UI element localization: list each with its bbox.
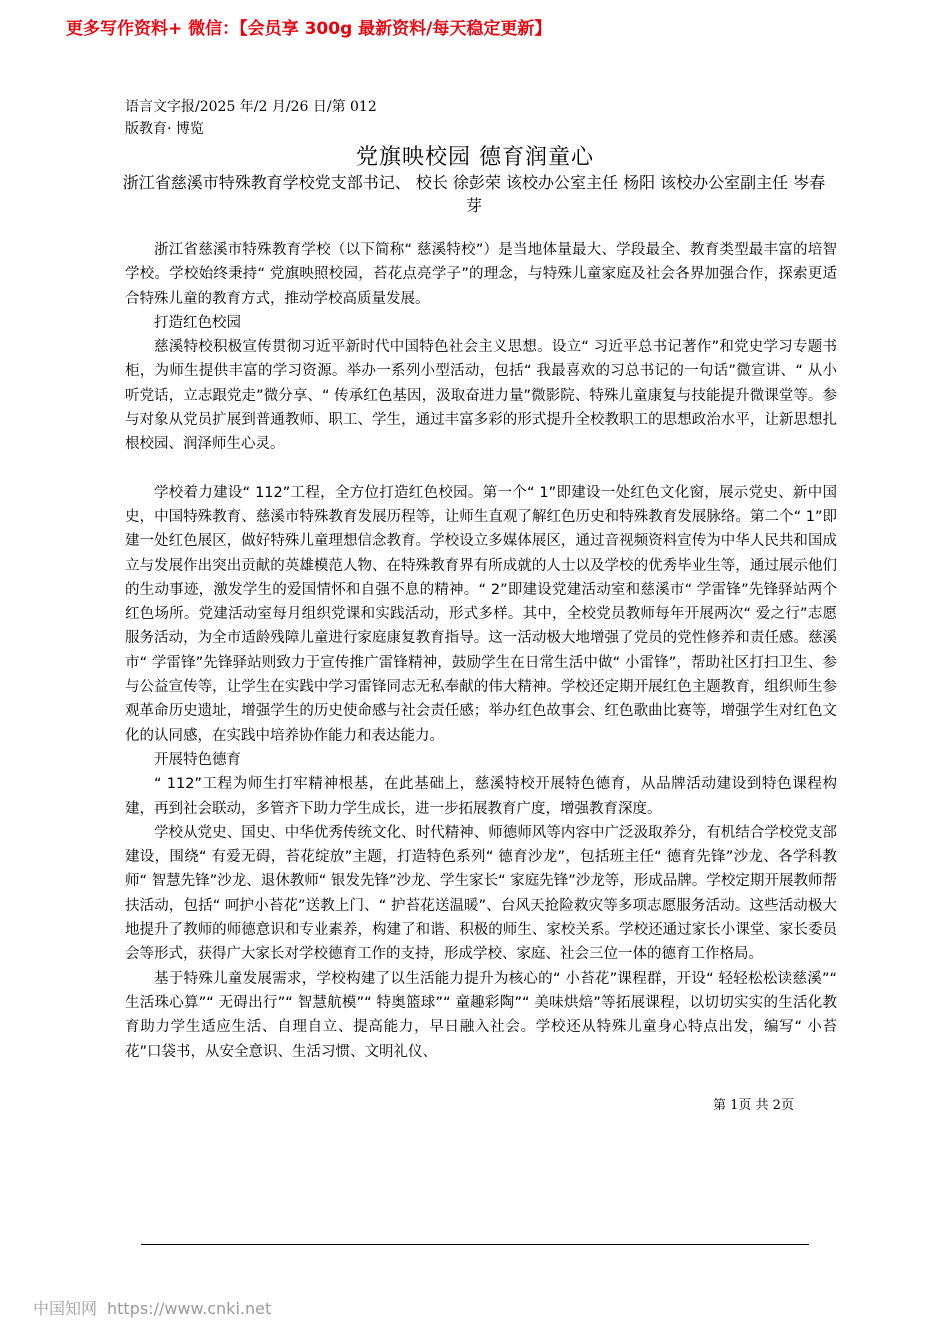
article-title: 党旗映校园 德育润童心 — [356, 145, 594, 170]
cnki-url: https://www.cnki.net — [107, 1299, 272, 1318]
paragraph: 基于特殊儿童发展需求，学校构建了以生活能力提升为核心的“ 小苔花”课程群，开设“ 轻轻松松读慈溪”“ 生活珠心算”“ 无碍出行”“ 智慧航模”“ 特奥篮球”“ 童趣彩陶”“ 美味烘焙”等拓展课程，以切切实实的生活化教育助力学生适应生活、自理自立、提高能力，早日融入社会。学校还从特殊儿童身心特点出发，编写“ 小苔花”口袋书，从安全意识、生活习惯、文明礼仪、 — [125, 970, 837, 1060]
page-number: 第 1页 共 2页 — [713, 1098, 794, 1113]
section-heading: 打造红色校园 — [154, 314, 241, 331]
article-author: 浙江省慈溪市特殊教育学校党支部书记、 校长 徐彭荣 该校办公室主任 杨阳 该校办公室副主任 岑春芽 — [122, 173, 826, 215]
paragraph: “ 112”工程为师生打牢精神根基，在此基础上，慈溪特校开展特色德育，从品牌活动建设到特色课程构建，再到社会联动，多管齐下助力学生成长，进一步拓展教育广度，增强教育深度。 — [125, 776, 837, 817]
source-line: 语言文字报/2025 年/2 月/26 日/第 012 — [125, 99, 377, 115]
promo-banner: 更多写作资料+ 微信：【会员享 300g 最新资料/每天稳定更新】 — [66, 19, 552, 39]
article-body — [125, 238, 837, 1064]
section-line: 版教育· 博览 — [125, 121, 204, 137]
cnki-watermark — [33, 1296, 271, 1319]
paragraph: 浙江省慈溪市特殊教育学校（以下简称“ 慈溪特校”）是当地体量最大、学段最全、教育类型最丰富的培智学校。学校始终秉持“ 党旗映照校园，苔花点亮学子”的理念，与特殊儿童家庭及社会各界加强合作，探索更适合特殊儿童的教育方式，推动学校高质量发展。 — [125, 242, 837, 307]
paragraph: 学校从党史、国史、中华优秀传统文化、时代精神、师德师风等内容中广泛汲取养分，有机结合学校党支部建设，围绕“ 有爱无碍，苔花绽放”主题，打造特色系列“ 德育沙龙”，包括班主任“ 德育先锋”沙龙、各学科教师“ 智慧先锋”沙龙、退休教师“ 银发先锋”沙龙、学生家长“ 家庭先锋”沙龙等，形成品牌。学校定期开展教师帮扶活动，包括“ 呵护小苔花”送教上门、“ 护苔花送温暖”、台风天抢险救灾等多项志愿服务活动。这些活动极大地提升了教师的师德意识和专业素养，构建了和谐、积极的师生、家校关系。学校还通过家长小课堂、家长委员会等形式，获得广大家长对学校德育工作的支持，形成学校、家庭、社会三位一体的德育工作格局。 — [125, 824, 837, 963]
section-heading: 开展特色德育 — [154, 751, 241, 768]
cnki-name: 中国知网 — [33, 1299, 98, 1318]
paragraph: 慈溪特校积极宣传贯彻习近平新时代中国特色社会主义思想。设立“ 习近平总书记著作”和党史学习专题书柜，为师生提供丰富的学习资源。举办一系列小型活动，包括“ 我最喜欢的习总书记的一句话”微宣讲、“ 从小听党话，立志跟党走”微分享、“ 传承红色基因，汲取奋进力量”微影院、特殊儿童康复与技能提升微课堂等。参与对象从党员扩展到普通教师、职工、学生，通过丰富多彩的形式提升全校教职工的思想政治水平，让新思想扎根校园、润泽师生心灵。 — [125, 339, 837, 453]
paragraph: 学校着力建设“ 112”工程，全方位打造红色校园。第一个“ 1”即建设一处红色文化窗，展示党史、新中国史，中国特殊教育、慈溪市特殊教育发展历程等，让师生直观了解红色历史和特殊教育发展脉络。第二个“ 1”即建一处红色展区，做好特殊儿童理想信念教育。学校设立多媒体展区，通过音视频资料宣传为中华人民共和国成立与发展作出突出贡献的英雄模范人物、在特殊教育界有所成就的人士以及学校的优秀毕业生等，通过展示他们的生动事迹，激发学生的爱国情怀和自强不息的精神。“ 2”即建设党建活动室和慈溪市“ 学雷锋”先锋驿站两个红色场所。党建活动室每月组织党课和实践活动，形式多样。其中，全校党员教师每年开展两次“ 爱之行”志愿服务活动，为全市适龄残障儿童进行家庭康复教育指导。这一活动极大地增强了党员的党性修养和责任感。慈溪市“ 学雷锋”先锋驿站则致力于宣传推广雷锋精神，鼓励学生在日常生活中做“ 小雷锋”，帮助社区打扫卫生、参与公益宣传等，让学生在实践中学习雷锋同志无私奉献的伟大精神。学校还定期开展红色主题教育，组织师生参观革命历史遗址，增强学生的历史使命感与社会责任感；举办红色故事会、红色歌曲比赛等，增强学生对红色文化的认同感，在实践中培养协作能力和表达能力。 — [125, 484, 837, 744]
footer-divider — [141, 1244, 809, 1245]
